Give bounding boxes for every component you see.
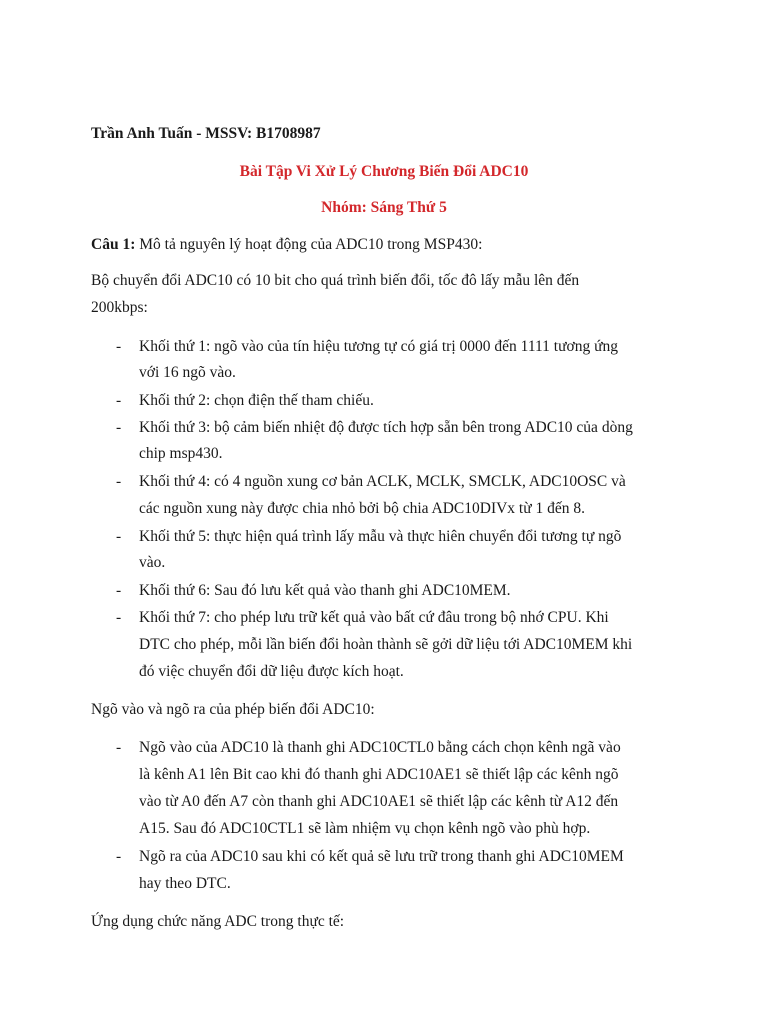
list-item-line: vào. xyxy=(139,554,166,571)
document-title: Bài Tập Vi Xử Lý Chương Biến Đổi ADC10 xyxy=(239,163,529,180)
question-1 xyxy=(91,236,482,254)
list-item-line: chip msp430. xyxy=(139,445,223,462)
list-item-line: Khối thứ 7: cho phép lưu trữ kết quả vào bất cứ đâu trong bộ nhớ CPU. Khi xyxy=(139,609,609,626)
list-item-line: với 16 ngõ vào. xyxy=(139,364,236,381)
list-item-line: DTC cho phép, mỗi lần biến đổi hoàn thành sẽ gởi dữ liệu tới ADC10MEM khi xyxy=(139,636,633,653)
question-1-label: Câu 1: xyxy=(91,236,136,253)
list-item-line: Khối thứ 5: thực hiện quá trình lấy mẫu và thực hiên chuyển đổi tương tự ngõ xyxy=(139,528,622,545)
dash-marker: - xyxy=(116,739,122,756)
list-item-line: là kênh A1 lên Bit cao khi đó thanh ghi ADC10AE1 sẽ thiết lập các kênh ngõ xyxy=(139,766,619,783)
question-1-text: Mô tả nguyên lý hoạt động của ADC10 trong MSP430: xyxy=(135,236,483,253)
group-line: Nhóm: Sáng Thứ 5 xyxy=(321,199,447,216)
dash-marker: - xyxy=(116,582,122,599)
intro-line-1: Bộ chuyển đổi ADC10 có 10 bit cho quá trình biến đổi, tốc đô lấy mẫu lên đến xyxy=(91,272,580,289)
application-heading: Ứng dụng chức năng ADC trong thực tế: xyxy=(91,913,345,930)
list-item-line: A15. Sau đó ADC10CTL1 sẽ làm nhiệm vụ chọn kênh ngõ vào phù hợp. xyxy=(139,820,591,837)
author-line: Trần Anh Tuấn - MSSV: B1708987 xyxy=(91,125,321,142)
list-item-line: Khối thứ 2: chọn điện thế tham chiếu. xyxy=(139,392,374,409)
list-item-line: vào từ A0 đến A7 còn thanh ghi ADC10AE1 sẽ thiết lập các kênh từ A12 đến xyxy=(139,793,619,810)
io-heading: Ngõ vào và ngõ ra của phép biến đổi ADC10: xyxy=(91,701,375,718)
dash-marker: - xyxy=(116,392,122,409)
list-item-line: Khối thứ 3: bộ cảm biến nhiệt độ được tích hợp sẵn bên trong ADC10 của dòng xyxy=(139,419,633,436)
intro-line-2: 200kbps: xyxy=(91,299,148,316)
dash-marker: - xyxy=(116,419,122,436)
dash-marker: - xyxy=(116,848,122,865)
list-item-line: Khối thứ 4: có 4 nguồn xung cơ bản ACLK, MCLK, SMCLK, ADC10OSC và xyxy=(139,473,626,490)
list-item-line: Khối thứ 1: ngõ vào của tín hiệu tương tự có giá trị 0000 đến 1111 tương ứng xyxy=(139,338,618,355)
dash-marker: - xyxy=(116,609,122,626)
list-item-line: hay theo DTC. xyxy=(139,875,231,892)
list-item-line: các nguồn xung này được chia nhỏ bởi bộ chia ADC10DIVx từ 1 đến 8. xyxy=(139,500,586,517)
list-item-line: đó việc chuyển đổi dữ liệu được kích hoạt. xyxy=(139,663,404,680)
list-item-line: Ngõ ra của ADC10 sau khi có kết quả sẽ lưu trữ trong thanh ghi ADC10MEM xyxy=(139,848,624,865)
list-item-line: Khối thứ 6: Sau đó lưu kết quả vào thanh ghi ADC10MEM. xyxy=(139,582,511,599)
dash-marker: - xyxy=(116,473,122,490)
list-item-line: Ngõ vào của ADC10 là thanh ghi ADC10CTL0 bằng cách chọn kênh ngã vào xyxy=(139,739,621,756)
dash-marker: - xyxy=(116,528,122,545)
dash-marker: - xyxy=(116,338,122,355)
